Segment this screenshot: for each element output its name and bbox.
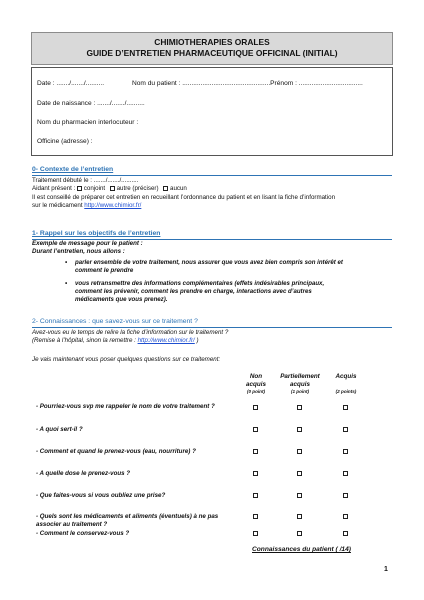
question-row: - A quoi sert-il ? bbox=[36, 426, 83, 433]
patient-info-box bbox=[31, 67, 393, 156]
column-label: acquis bbox=[290, 380, 310, 388]
reading-note-prefix: (Remise à l’hôpital, sinon la remettre : bbox=[32, 337, 138, 344]
checkbox-q6-acquis[interactable] bbox=[343, 514, 348, 519]
bullet-2-line-2: comment les prévenir, comment les prendre en charge, interactions avec d’autres bbox=[75, 288, 312, 295]
reading-question: Avez-vous eu le temps de relire la fiche d’information sur le traitement ? bbox=[32, 329, 229, 336]
section-2-title: 2- Connaissances : que savez-vous sur ce traitement ? bbox=[32, 318, 198, 325]
checkbox-q4-acquis[interactable] bbox=[343, 471, 348, 476]
checkbox-q3-non-acquis[interactable] bbox=[253, 449, 258, 454]
checkbox-q7-acquis[interactable] bbox=[343, 531, 348, 536]
checkbox-q5-acquis[interactable] bbox=[343, 493, 348, 498]
checkbox-q1-non-acquis[interactable] bbox=[253, 405, 258, 410]
checkbox-q2-non-acquis[interactable] bbox=[253, 427, 258, 432]
option-autre: autre (préciser) bbox=[116, 185, 159, 192]
advice-text-2-label: sur le médicament bbox=[32, 202, 85, 209]
intro-text: Durant l’entretien, nous allons : bbox=[32, 248, 125, 255]
column-points: (1 point) bbox=[290, 389, 310, 394]
checkbox-q5-partiel[interactable] bbox=[297, 493, 302, 498]
checkbox-q1-partiel[interactable] bbox=[297, 405, 302, 410]
page-number: 1 bbox=[384, 566, 388, 573]
officine-field[interactable]: Officine (adresse) : bbox=[37, 138, 93, 145]
bullet-1-line-2: comment le prendre bbox=[75, 267, 134, 274]
checkbox-q2-acquis[interactable] bbox=[343, 427, 348, 432]
question-row: - Pourriez-vous svp me rappeler le nom de votre traitement ? bbox=[36, 403, 215, 410]
birth-date-field[interactable]: Date de naissance : ......./......./.......... bbox=[37, 100, 145, 107]
column-label: Acquis bbox=[335, 373, 357, 380]
reading-note bbox=[32, 337, 199, 345]
checkbox-q7-partiel[interactable] bbox=[297, 531, 302, 536]
date-field[interactable]: Date : ......./......./.......... bbox=[37, 80, 105, 87]
bullet-2-line-1: vous retransmettre des informations complémentaires (effets indésirables principaux, bbox=[75, 280, 325, 287]
advice-text-2 bbox=[32, 202, 141, 210]
reading-note-suffix: ) bbox=[194, 337, 199, 344]
patient-name-field[interactable]: Nom du patient : ................................................Prénom : ................................... bbox=[132, 80, 363, 87]
question-row: - Quels sont les médicaments et aliments (éventuels) à ne pas bbox=[36, 513, 219, 520]
knowledge-total: Connaissances du patient ( /14) bbox=[252, 546, 351, 553]
column-label: Partiellement bbox=[280, 373, 320, 380]
advice-text: Il est conseillé de préparer cet entretien en recueillant l’ordonnance du patient et en lisant la fiche d’information bbox=[32, 194, 336, 201]
checkbox-q4-non-acquis[interactable] bbox=[253, 471, 258, 476]
checkbox-q3-partiel[interactable] bbox=[297, 449, 302, 454]
checkbox-q6-non-acquis[interactable] bbox=[253, 514, 258, 519]
checkbox-q4-partiel[interactable] bbox=[297, 471, 302, 476]
divider bbox=[32, 327, 392, 328]
chimior-link[interactable]: http://www.chimior.fr/ bbox=[84, 202, 142, 209]
checkbox-q3-acquis[interactable] bbox=[343, 449, 348, 454]
checkbox-q2-partiel[interactable] bbox=[297, 427, 302, 432]
section-1-title: 1- Rappel sur les objectifs de l’entretien bbox=[32, 230, 161, 237]
column-points: (0 point) bbox=[246, 389, 266, 394]
header-title: CHIMIOTHERAPIES ORALES bbox=[154, 37, 270, 47]
question-row: - Que faites-vous si vous oubliez une prise? bbox=[36, 492, 166, 499]
column-header-partiellement bbox=[271, 373, 329, 396]
helper-label: Aidant présent : bbox=[32, 185, 78, 192]
checkbox-q5-non-acquis[interactable] bbox=[253, 493, 258, 498]
checkbox-conjoint[interactable] bbox=[77, 186, 82, 191]
section-0-title: 0- Contexte de l’entretien bbox=[32, 166, 114, 173]
column-header-acquis bbox=[326, 373, 366, 396]
helper-row bbox=[32, 185, 187, 193]
checkbox-q6-partiel[interactable] bbox=[297, 514, 302, 519]
document-header bbox=[31, 32, 393, 65]
option-aucun: aucun bbox=[170, 185, 187, 192]
column-label: Non bbox=[249, 373, 263, 380]
divider bbox=[32, 175, 392, 176]
column-header-non-acquis bbox=[238, 373, 274, 396]
bullet-2-line-3: médicaments que vous prenez). bbox=[75, 296, 168, 303]
bullet-dot: • bbox=[65, 259, 68, 266]
checkbox-aucun[interactable] bbox=[163, 186, 168, 191]
question-row-continued: associer au traitement ? bbox=[36, 521, 108, 528]
chimior-link-2[interactable]: http://www.chimior.fr/ bbox=[137, 337, 195, 344]
option-conjoint: conjoint bbox=[83, 185, 106, 192]
column-label: acquis bbox=[246, 380, 266, 388]
question-row: - Comment le conservez-vous ? bbox=[36, 530, 130, 537]
example-label: Exemple de message pour le patient : bbox=[32, 240, 143, 247]
question-row: - Comment et quand le prenez-vous (eau, nourriture) ? bbox=[36, 448, 196, 455]
checkbox-q7-non-acquis[interactable] bbox=[253, 531, 258, 536]
checkbox-autre[interactable] bbox=[110, 186, 115, 191]
pharmacist-field[interactable]: Nom du pharmacien interlocuteur : bbox=[37, 119, 139, 126]
bullet-1-line-1: parler ensemble de votre traitement, nous assurer que vous avez bien compris son intérêt et bbox=[75, 259, 343, 266]
bullet-1 bbox=[65, 259, 343, 275]
checkbox-q1-acquis[interactable] bbox=[343, 405, 348, 410]
question-row: - A quelle dose le prenez-vous ? bbox=[36, 470, 131, 477]
questions-intro: Je vais maintenant vous poser quelques questions sur ce traitement: bbox=[32, 356, 221, 363]
bullet-dot: • bbox=[65, 280, 68, 287]
treatment-start-field[interactable]: Traitement débuté le : ......./......./.......... bbox=[32, 177, 139, 184]
bullet-2 bbox=[65, 280, 325, 304]
column-points: (2 points) bbox=[335, 389, 357, 394]
header-subtitle: GUIDE D’ENTRETIEN PHARMACEUTIQUE OFFICINAL (INITIAL) bbox=[86, 48, 338, 58]
